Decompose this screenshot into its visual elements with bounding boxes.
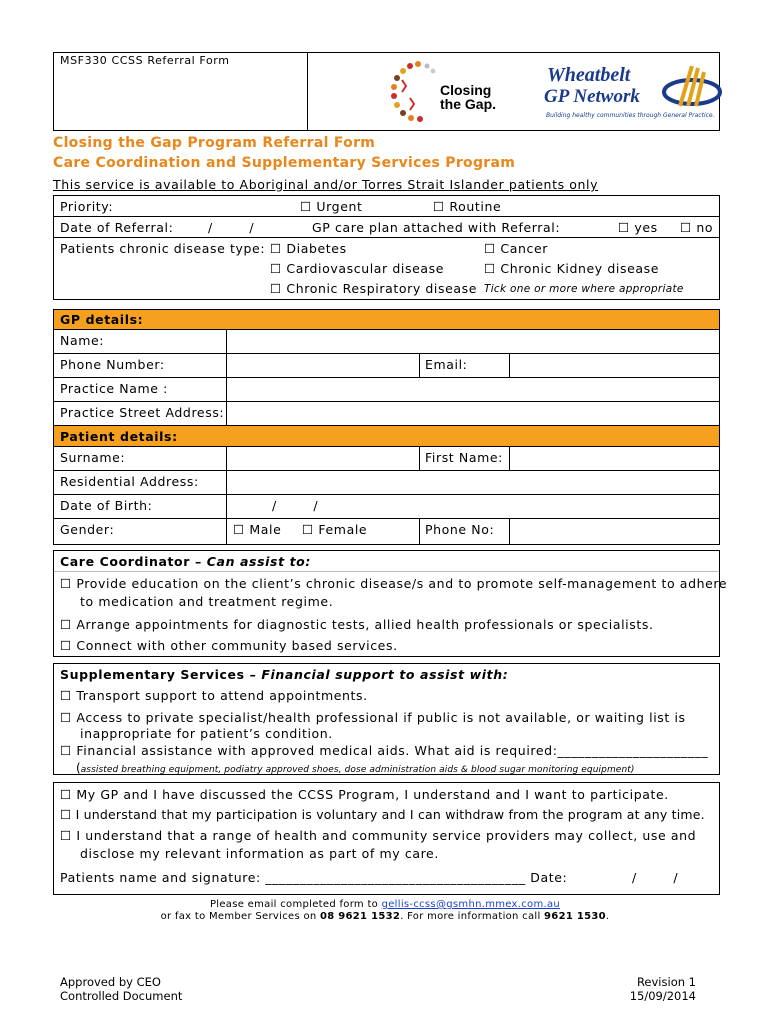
residential-address-label: Residential Address: (60, 474, 199, 489)
logo1-text-2: the Gap. (440, 96, 497, 112)
revision: Revision 1 (636, 975, 696, 989)
checkbox-icon[interactable] (680, 220, 692, 235)
supp-option-medical-aids[interactable]: ☐ Financial assistance with approved medical aids. What aid is required:______________________ (60, 743, 708, 758)
supp-option-specialist[interactable]: ☐ Access to private specialist/health professional if public is not available, or waiting list is inappropriate for patient’s condition. (60, 710, 686, 742)
checkbox-icon[interactable] (60, 688, 72, 703)
kidney-option[interactable]: ☐ Chronic Kidney disease (484, 261, 659, 276)
gender-label: Gender: (60, 522, 115, 537)
care-option-appointments[interactable]: ☐ Arrange appointments for diagnostic tests, allied health professionals or specialists. (60, 617, 654, 632)
urgent-option[interactable]: ☐ Urgent (300, 199, 363, 214)
checkbox-icon[interactable] (60, 828, 72, 843)
cardio-option[interactable]: ☐ Cardiovascular disease (270, 261, 444, 276)
gp-email-input[interactable] (510, 354, 719, 376)
checkbox-icon[interactable] (270, 241, 282, 256)
dob-label: Date of Birth: (60, 498, 153, 513)
gp-phone-label: Phone Number: (60, 357, 165, 372)
form-title: Closing the Gap Program Referral Form (53, 135, 376, 151)
checkbox-icon[interactable] (60, 638, 72, 653)
patient-details-heading: Patient details: (60, 429, 178, 444)
care-coordinator-heading: Care Coordinator – Can assist to: (60, 554, 311, 569)
checkbox-icon[interactable] (433, 199, 445, 214)
gp-phone-input[interactable] (227, 354, 418, 376)
revision-date: 15/09/2014 (629, 989, 696, 1003)
priority-label: Priority: (60, 199, 114, 214)
checkbox-icon[interactable] (60, 576, 72, 591)
logo2-text-1: Wheatbelt (547, 64, 631, 86)
checkbox-icon[interactable] (60, 710, 72, 725)
dob-input[interactable]: / / (272, 498, 319, 513)
checkbox-icon[interactable] (270, 261, 282, 276)
gp-details-header (54, 310, 719, 329)
eligibility-notice: This service is available to Aboriginal and/or Torres Strait Islander patients only (53, 177, 599, 192)
consent-discussed[interactable]: ☐ My GP and I have discussed the CCSS Program, I understand and I want to participate. (60, 787, 669, 802)
respiratory-option[interactable]: ☐ Chronic Respiratory disease (270, 281, 477, 296)
logo2-tagline: Building healthy communities through General Practice. (546, 112, 715, 119)
closing-the-gap-logo (388, 58, 498, 124)
logo1-text-1: Closing (440, 82, 492, 98)
signature-line[interactable]: Patients name and signature: ______________________________________ Date: (60, 870, 568, 885)
controlled-document: Controlled Document (60, 989, 183, 1003)
checkbox-icon[interactable] (233, 522, 245, 537)
care-plan-no[interactable]: ☐ no (680, 220, 713, 235)
cancer-option[interactable]: ☐ Cancer (484, 241, 548, 256)
care-option-connect[interactable]: ☐ Connect with other community based services. (60, 638, 398, 653)
checkbox-icon[interactable] (618, 220, 630, 235)
gp-email-label: Email: (425, 357, 468, 372)
disease-type-label: Patients chronic disease type: (60, 241, 266, 256)
checkbox-icon[interactable] (302, 522, 314, 537)
practice-street-label: Practice Street Address: (60, 405, 225, 420)
practice-street-input[interactable] (227, 402, 719, 424)
supplementary-heading: Supplementary Services – Financial support to assist with: (60, 667, 509, 682)
medical-aids-note: (assisted breathing equipment, podiatry approved shoes, dose administration aids & blood sugar monitoring equipment) (76, 761, 635, 775)
tick-note: Tick one or more where appropriate (484, 283, 684, 295)
care-plan-yes[interactable]: ☐ yes (618, 220, 658, 235)
practice-name-input[interactable] (227, 378, 719, 400)
checkbox-icon[interactable] (60, 617, 72, 632)
care-plan-label: GP care plan attached with Referral: (312, 220, 561, 235)
email-link[interactable]: gellis-ccss@gsmhn.mmex.com.au (381, 899, 561, 910)
practice-name-label: Practice Name : (60, 381, 168, 396)
checkbox-icon[interactable] (484, 241, 496, 256)
footer-fax-line: or fax to Member Services on 08 9621 1532. For more information call 9621 1530. (160, 911, 610, 922)
patient-phone-label: Phone No: (425, 522, 495, 537)
footer-email-line: Please email completed form to gellis-ccss@gsmhn.mmex.com.au (209, 899, 561, 910)
checkbox-icon[interactable] (270, 281, 282, 296)
signature-date-field[interactable]: / / (632, 870, 679, 885)
approved-by: Approved by CEO (60, 975, 161, 989)
checkbox-icon[interactable] (300, 199, 312, 214)
first-name-label: First Name: (425, 450, 503, 465)
routine-option[interactable]: ☐ Routine (433, 199, 501, 214)
logo2-text-2: GP Network (544, 86, 640, 107)
gender-male-option[interactable]: ☐ Male (233, 522, 281, 537)
consent-voluntary[interactable]: ☐ I understand that my participation is voluntary and I can withdraw from the program at any time. (60, 807, 705, 822)
residential-address-input[interactable] (227, 471, 719, 493)
program-title: Care Coordination and Supplementary Services Program (53, 155, 516, 171)
checkbox-icon[interactable] (60, 743, 72, 758)
people-circle-icon (388, 58, 438, 124)
form-code: MSF330 CCSS Referral Form (60, 54, 230, 67)
supp-option-transport[interactable]: ☐ Transport support to attend appointments. (60, 688, 368, 703)
consent-information[interactable]: ☐ I understand that a range of health and community service providers may collect, use and disclose my relevant information as part of my care. (60, 827, 696, 863)
gender-female-option[interactable]: ☐ Female (302, 522, 367, 537)
gp-name-label: Name: (60, 333, 105, 348)
checkbox-icon[interactable] (60, 807, 71, 822)
surname-input[interactable] (227, 447, 418, 469)
checkbox-icon[interactable] (484, 261, 496, 276)
date-of-referral-label: Date of Referral: (60, 220, 174, 235)
checkbox-icon[interactable] (60, 787, 72, 802)
wheatbelt-gp-network-logo (544, 62, 719, 124)
diabetes-option[interactable]: ☐ Diabetes (270, 241, 347, 256)
gp-details-heading: GP details: (60, 312, 144, 327)
patient-phone-input[interactable] (510, 519, 719, 544)
date-of-referral-field[interactable]: / / (208, 220, 255, 235)
surname-label: Surname: (60, 450, 126, 465)
gp-name-input[interactable] (227, 330, 719, 352)
care-option-education[interactable]: ☐ Provide education on the client’s chronic disease/s and to promote self-management to adhere to medication and treatment regime. (60, 575, 727, 611)
first-name-input[interactable] (510, 447, 719, 469)
wheat-swoosh-icon (662, 62, 722, 112)
